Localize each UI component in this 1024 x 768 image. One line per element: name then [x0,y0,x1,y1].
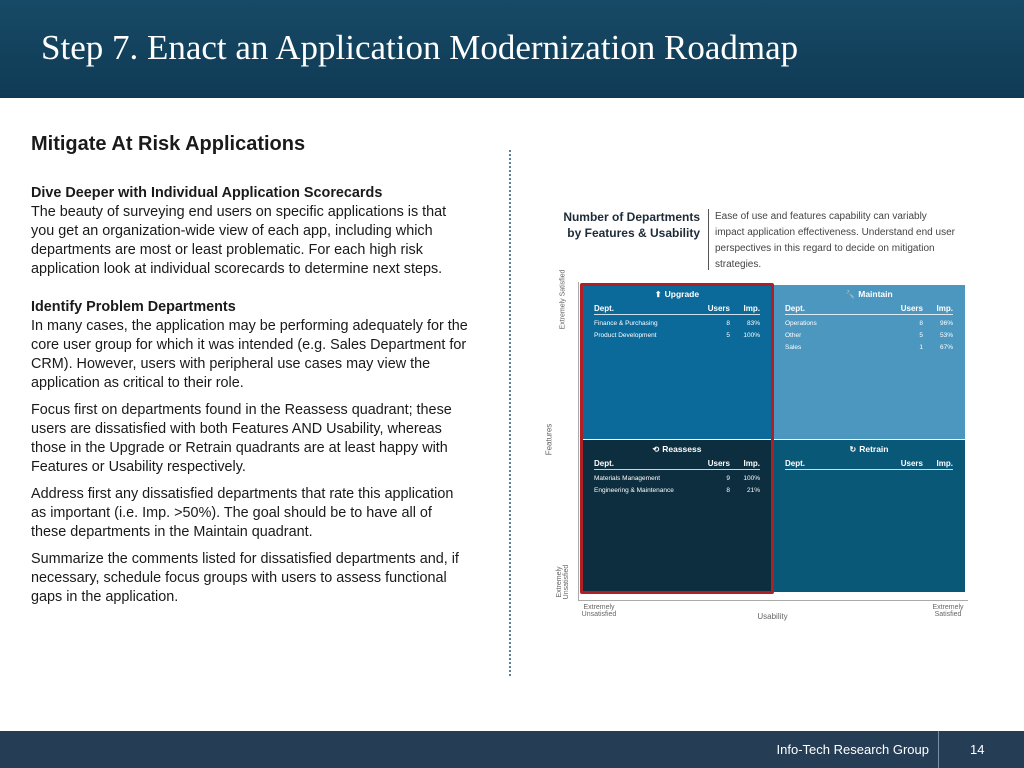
paragraph-problem-departments-title: Identify Problem Departments [31,299,236,315]
paragraph-summarize: Summarize the comments listed for dissatisfied departments and, if necessary, schedule focus groups with users to assess functional gaps in the application. [31,551,459,605]
quadrant-upgrade [582,285,772,439]
paragraph-importance: Address first any dissatisfied departments that rate this application as important (i.e. Imp. >50%). The goal should be to have all of these departments in the Maintain quadrant. [31,486,454,540]
title-bar [0,0,1024,98]
quadrant-upgrade-name: Upgrade [664,289,700,299]
x-axis-right-label: Extremely Satisfied [932,604,964,618]
table-row: Sales 1 67% [785,344,953,351]
footer-separator [938,731,939,768]
paragraph-problem-departments-body: In many cases, the application may be performing adequately for the core user group for which it was intended (e.g. Sales Department for CRM). However, users with peripheral use cases may view the application as critical to their role. [31,318,468,391]
y-axis-line [578,282,579,600]
paragraph-problem-departments [31,298,471,393]
dotted-divider [509,150,511,676]
table-row: Product Development 5 100% [594,332,760,339]
text-column [31,133,471,615]
quadrant-retrain [773,440,965,592]
paragraph-reassess-focus: Focus first on departments found in the Reassess quadrant; these users are dissatisfied with both Features AND Usability, whereas those in the Upgrade or Retrain quadrants are at least happy with Features or Usability respectively. [31,402,452,475]
paragraph-scorecards-body: The beauty of surveying end users on specific applications is that you get an organization-wide view of each app, including which departments are most or least problematic. For each high risk application look at individual scorecards to determine next steps. [31,204,447,277]
x-axis-line [578,600,968,601]
table-row: Materials Management 9 100% [594,475,760,482]
page-number: 14 [970,742,985,757]
quadrant-maintain-name: Maintain [858,289,893,299]
footer-brand: Info-Tech Research Group [776,742,929,757]
graphic-title-separator [708,209,709,270]
x-axis-label: Usability [757,612,788,621]
table-row: Operations 8 96% [785,320,953,327]
reassess-icon: ⟲ [652,445,660,454]
wrench-icon: 🔧 [845,290,856,299]
quadrant-maintain [773,285,965,439]
x-axis-left-label: Extremely Unsatisfied [581,604,617,618]
paragraph-scorecards [31,184,471,279]
slide-title: Step 7. Enact an Application Modernization Roadmap [41,28,799,67]
paragraph-scorecards-title: Dive Deeper with Individual Application Scorecards [31,185,383,201]
y-axis-label: Features [544,423,554,456]
quadrant-reassess-name: Reassess [662,444,702,454]
upgrade-icon: ⬆ [654,290,662,299]
graphic-title: Number of Departments by Features & Usability [563,210,700,240]
quadrant-upgrade-header: Dept. Users Imp. [594,304,760,313]
quadrant-retrain-name: Retrain [859,444,889,454]
table-row: Engineering & Maintenance 8 21% [594,487,760,494]
quadrant-reassess [582,440,772,592]
quadrant-reassess-header: Dept. Users Imp. [594,459,760,468]
quadrant-maintain-header: Dept. Users Imp. [785,304,953,313]
retrain-icon: ↻ [849,445,857,454]
table-row: Finance & Purchasing 8 83% [594,320,760,327]
section-heading: Mitigate At Risk Applications [31,133,306,155]
y-axis-top-label: Extremely Satisfied [559,269,567,330]
y-axis-bottom-label: Extremely Unsatisfied [556,564,570,600]
footer-bar [0,731,1024,768]
quadrant-retrain-header: Dept. Users Imp. [785,459,953,468]
table-row: Other 5 53% [785,332,953,339]
graphic-description: Ease of use and features capability can variably impact application effectiveness. Understand end user perspectives in this regard to decide on mitigation strategies. [715,211,955,270]
